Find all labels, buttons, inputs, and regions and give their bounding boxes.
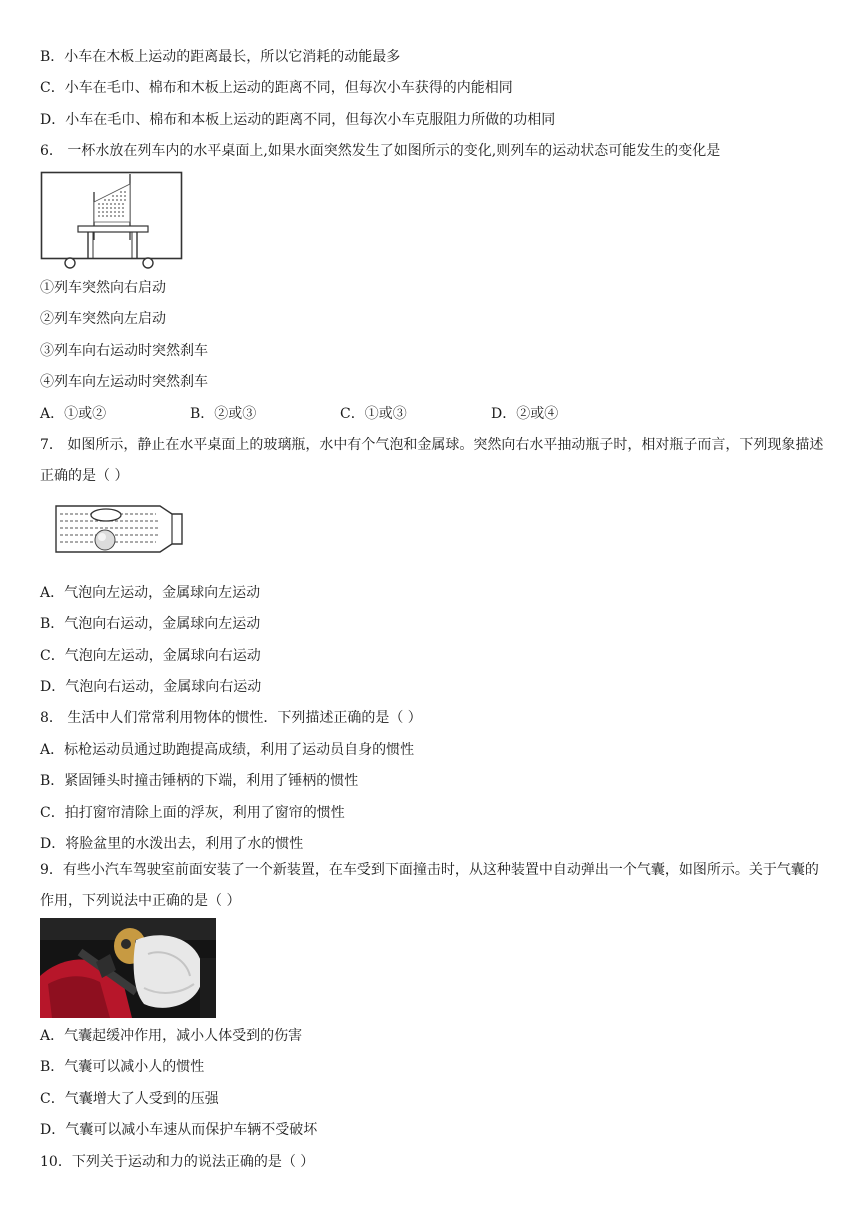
q7-option-b: B．气泡向右运动，金属球向左运动 — [40, 616, 261, 632]
q10-stem: 10．下列关于运动和力的说法正确的是（ ） — [40, 1154, 315, 1170]
train-cup-figure — [40, 170, 184, 270]
q9-option-d: D．气囊可以减小车速从而保护车辆不受破坏 — [40, 1122, 318, 1138]
q6-options — [40, 404, 640, 424]
airbag-photo — [40, 918, 216, 1018]
q5-option-d: D．小车在毛巾、棉布和本板上运动的距离不同，但每次小车克服阻力所做的功相同 — [40, 112, 556, 128]
q9-stem: 9．有些小汽车驾驶室前面安装了一个新装置，在车受到下面撞击时，从这种装置中自动弹出一个气囊，如图所示。关于气囊的作用，下列说法中正确的是（ ） — [40, 862, 819, 909]
q7-option-c: C．气泡向左运动，金属球向右运动 — [40, 648, 261, 664]
q6-statement-1: ①列车突然向右启动 — [40, 280, 166, 296]
q6-option-c: C．①或③ — [340, 406, 407, 422]
q6-statement-3: ③列车向右运动时突然刹车 — [40, 343, 208, 359]
q6-statement-4: ④列车向左运动时突然刹车 — [40, 374, 208, 390]
q7-option-a: A．气泡向左运动，金属球向左运动 — [40, 585, 261, 601]
q9-option-a: A．气囊起缓冲作用，减小人体受到的伤害 — [40, 1028, 303, 1044]
q7-stem: 7． 如图所示，静止在水平桌面上的玻璃瓶，水中有个气泡和金属球。突然向右水平抽动瓶子时，相对瓶子而言，下列现象描述正确的是（ ） — [40, 437, 824, 484]
q9-option-b: B．气囊可以减小人的惯性 — [40, 1059, 205, 1075]
q5-option-c: C．小车在毛巾、棉布和木板上运动的距离不同，但每次小车获得的内能相同 — [40, 80, 513, 96]
q6-option-a: A．①或② — [40, 406, 107, 422]
q6-option-b: B．②或③ — [190, 406, 257, 422]
q5-option-b: B．小车在木板上运动的距离最长，所以它消耗的动能最多 — [40, 49, 401, 65]
q6-statement-2: ②列车突然向左启动 — [40, 311, 166, 327]
q7-option-d: D．气泡向右运动，金属球向右运动 — [40, 679, 262, 695]
q6-option-d: D．②或④ — [491, 406, 559, 422]
q9-option-c: C．气囊增大了人受到的压强 — [40, 1091, 219, 1107]
q8-option-a: A．标枪运动员通过助跑提高成绩，利用了运动员自身的惯性 — [40, 742, 415, 758]
q8-option-b: B．紧固锤头时撞击锤柄的下端，利用了锤柄的惯性 — [40, 773, 359, 789]
bottle-figure — [52, 502, 188, 558]
q8-stem: 8． 生活中人们常常利用物体的惯性．下列描述正确的是（ ） — [40, 710, 422, 726]
q6-stem: 6． 一杯水放在列车内的水平桌面上,如果水面突然发生了如图所示的变化,则列车的运动状态可能发生的变化是 — [40, 143, 721, 159]
q8-option-d: D．将脸盆里的水泼出去，利用了水的惯性 — [40, 836, 304, 852]
q8-option-c: C．拍打窗帘清除上面的浮灰，利用了窗帘的惯性 — [40, 805, 345, 821]
